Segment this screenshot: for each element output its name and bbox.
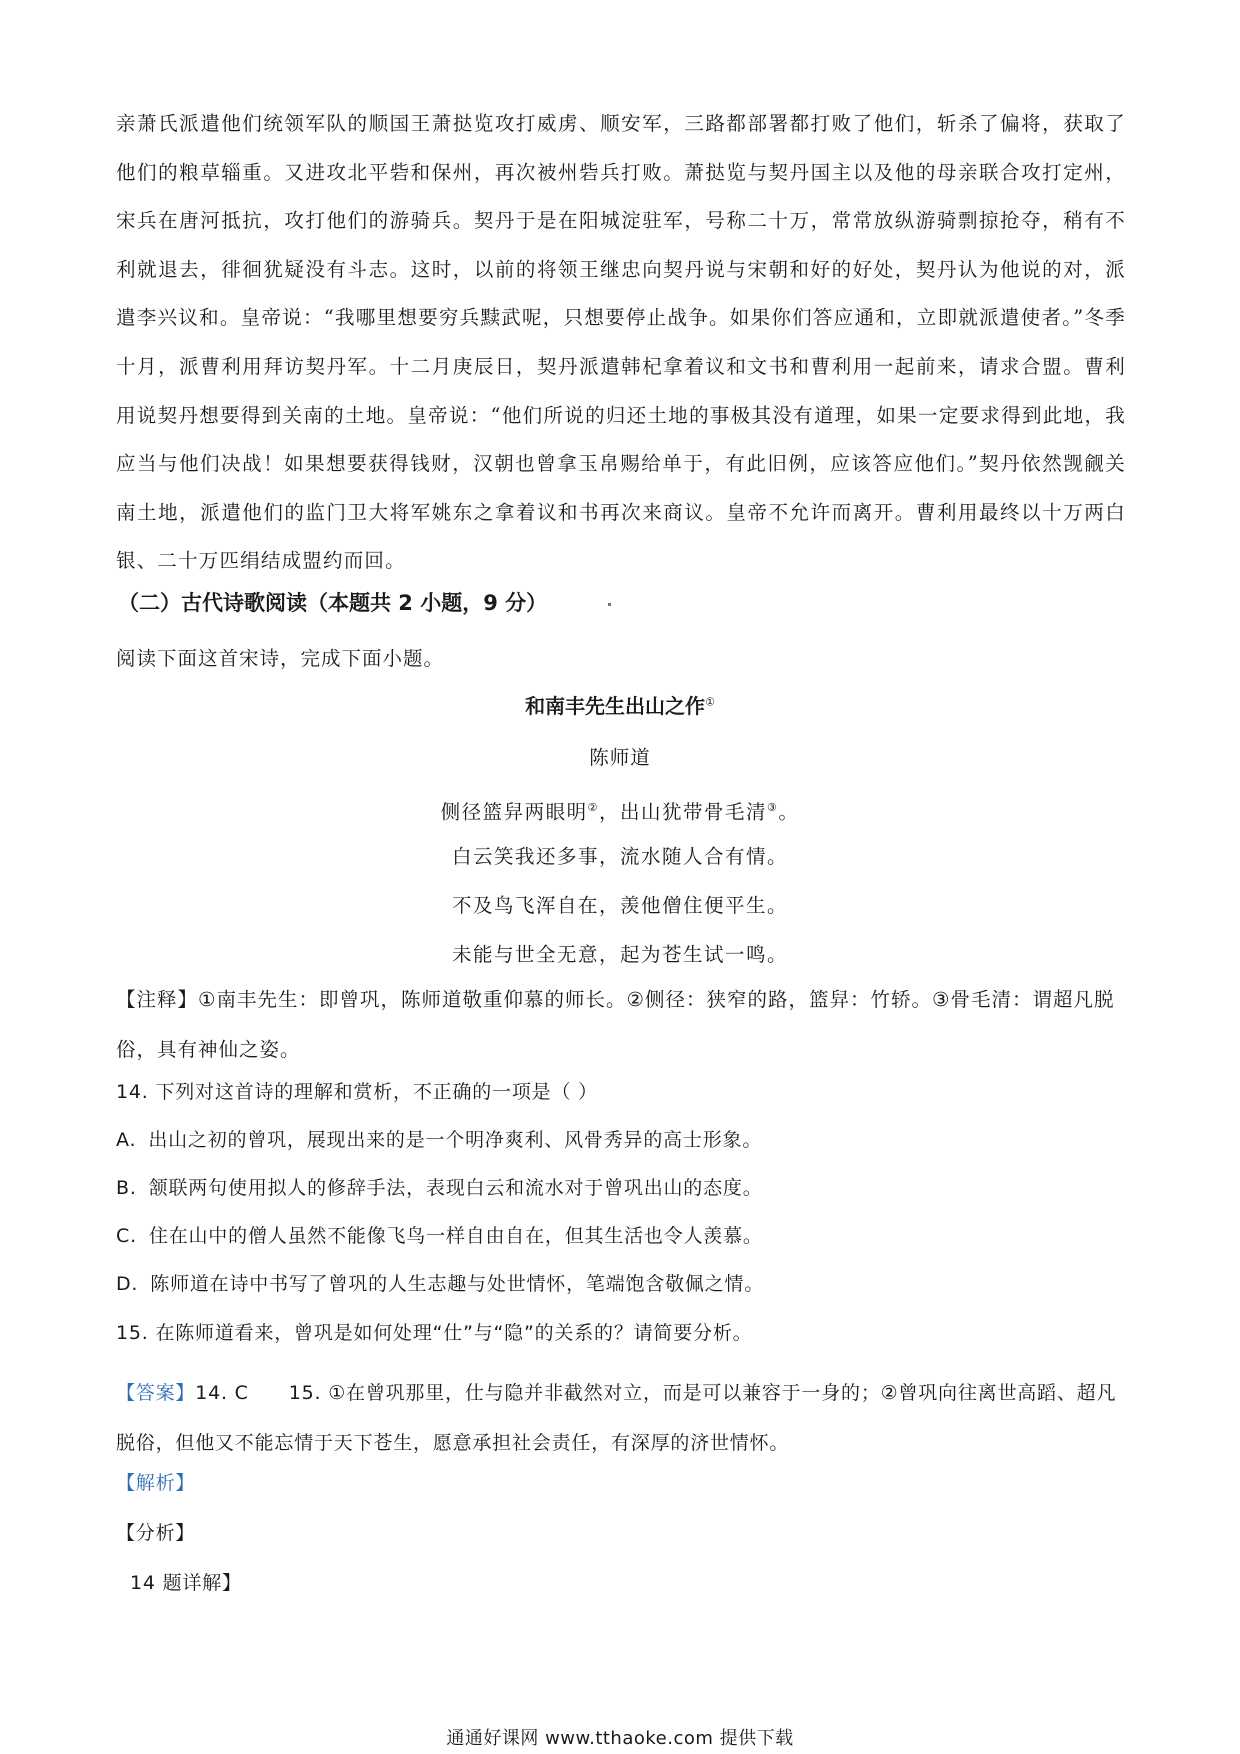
option-letter: A. — [116, 1129, 137, 1151]
notes-label: 【注释】 — [116, 988, 199, 1011]
option-letter: C. — [116, 1225, 137, 1247]
poem-line — [0, 832, 1240, 881]
poem-body — [0, 783, 1240, 979]
answer-14: 14. C — [195, 1382, 249, 1404]
option-letter: D. — [116, 1273, 139, 1295]
poem-line-text: 不及鸟飞浑自在，羡他僧住便平生。 — [451, 894, 788, 917]
footnote-marker: ① — [705, 695, 715, 709]
answer-block — [116, 1368, 1126, 1468]
question-14-stem: 14. 下列对这首诗的理解和赏析，不正确的一项是（ ） — [116, 1081, 598, 1103]
poem-line — [0, 783, 1240, 832]
option-text: 颔联两句使用拟人的修辞手法，表现白云和流水对于曾巩出山的态度。 — [148, 1177, 763, 1199]
option-text: 住在山中的僧人虽然不能像飞鸟一样自由自在，但其生活也令人羡慕。 — [148, 1225, 763, 1247]
poem-line-text: 侧径篮舁两眼明 — [440, 800, 588, 824]
footnote-marker: ② — [587, 801, 599, 814]
option-a — [116, 1125, 1126, 1152]
footnote-marker: ③ — [767, 801, 779, 814]
answer-15: 15. ①在曾巩那里，仕与隐并非截然对立，而是可以兼容于一身的；②曾巩向往离世高蹈、超凡脱俗，但他又不能忘情于天下苍生，愿意承担社会责任，有深厚的济世情怀。 — [116, 1382, 1117, 1454]
option-letter: B. — [116, 1177, 137, 1199]
option-text: 陈师道在诗中书写了曾巩的人生志趣与处世情怀，笔端饱含敬佩之情。 — [150, 1273, 765, 1295]
option-c — [116, 1221, 1126, 1248]
analysis-sub-heading: 【分析】 — [116, 1522, 196, 1544]
poem-line-text: 未能与世全无意，起为苍生试一鸣。 — [451, 943, 788, 966]
poem-line-text: ，出山犹带骨毛清 — [598, 800, 767, 824]
poem-line — [0, 930, 1240, 979]
translation-paragraph: 亲萧氏派遣他们统领军队的顺国王萧挞览攻打威虏、顺安军，三路都部署都打败了他们，斩杀了偏将，获取了他们的粮草辎重。又进攻北平砦和保州，再次被州砦兵打败。萧挞览与契丹国主以及他的母亲联合攻打定州，宋兵在唐河抵抗，攻打他们的游骑兵。契丹于是在阳城淀驻军，号称二十万，常常放纵游骑剽掠抢夺，稍有不利就退去，徘徊犹疑没有斗志。这时，以前的将领王继忠向契丹说与宋朝和好的好处，契丹认为他说的对，派遣李兴议和。皇帝说：“我哪里想要穷兵黩武呢，只想要停止战争。如果你们答应通和，立即就派遣使者。”冬季十月，派曹利用拜访契丹军。十二月庚辰日，契丹派遣韩杞拿着议和文书和曹利用一起前来，请求合盟。曹利用说契丹想要得到关南的土地。皇帝说：“他们所说的归还土地的事极其没有道理，如果一定要求得到此地，我应当与他们决战！如果想要获得钱财，汉朝也曾拿玉帛赐给单于，有此旧例，应该答应他们。”契丹依然觊觎关南土地，派遣他们的监门卫大将军姚东之拿着议和书再次来商议。皇帝不允许而离开。曹利用最终以十万两白银、二十万匹绢结成盟约而回。 — [116, 112, 1126, 573]
option-b — [116, 1173, 1126, 1200]
reading-instruction: 阅读下面这首宋诗，完成下面小题。 — [116, 647, 445, 670]
footer-source: 通通好课网 www.tthaoke.com 提供下载 — [446, 1728, 794, 1749]
poem-line — [0, 881, 1240, 930]
poem-title — [0, 690, 1240, 719]
stray-mark — [608, 603, 611, 606]
option-d — [116, 1269, 1126, 1296]
answer-tag: 【答案】 — [116, 1382, 196, 1404]
notes-text: ①南丰先生：即曾巩，陈师道敬重仰慕的师长。②侧径：狭窄的路，篮舁：竹轿。③骨毛清：谓超凡脱俗，具有神仙之姿。 — [116, 988, 1115, 1061]
analysis-tag: 【解析】 — [116, 1472, 196, 1494]
poem-author: 陈师道 — [589, 746, 651, 769]
poem-title-text: 和南丰先生出山之作 — [525, 694, 706, 718]
section-heading: （二）古代诗歌阅读（本题共 2 小题，9 分） — [118, 591, 548, 615]
poem-line-text: 白云笑我还多事，流水随人合有情。 — [451, 845, 788, 868]
poem-line-text: 。 — [778, 800, 800, 824]
analysis-detail-heading: 14 题详解】 — [130, 1572, 242, 1594]
option-text: 出山之初的曾巩，展现出来的是一个明净爽利、风骨秀异的高士形象。 — [148, 1129, 763, 1151]
annotation-notes — [116, 975, 1126, 1075]
question-15-stem: 15. 在陈师道看来，曾巩是如何处理“仕”与“隐”的关系的？请简要分析。 — [116, 1322, 753, 1344]
